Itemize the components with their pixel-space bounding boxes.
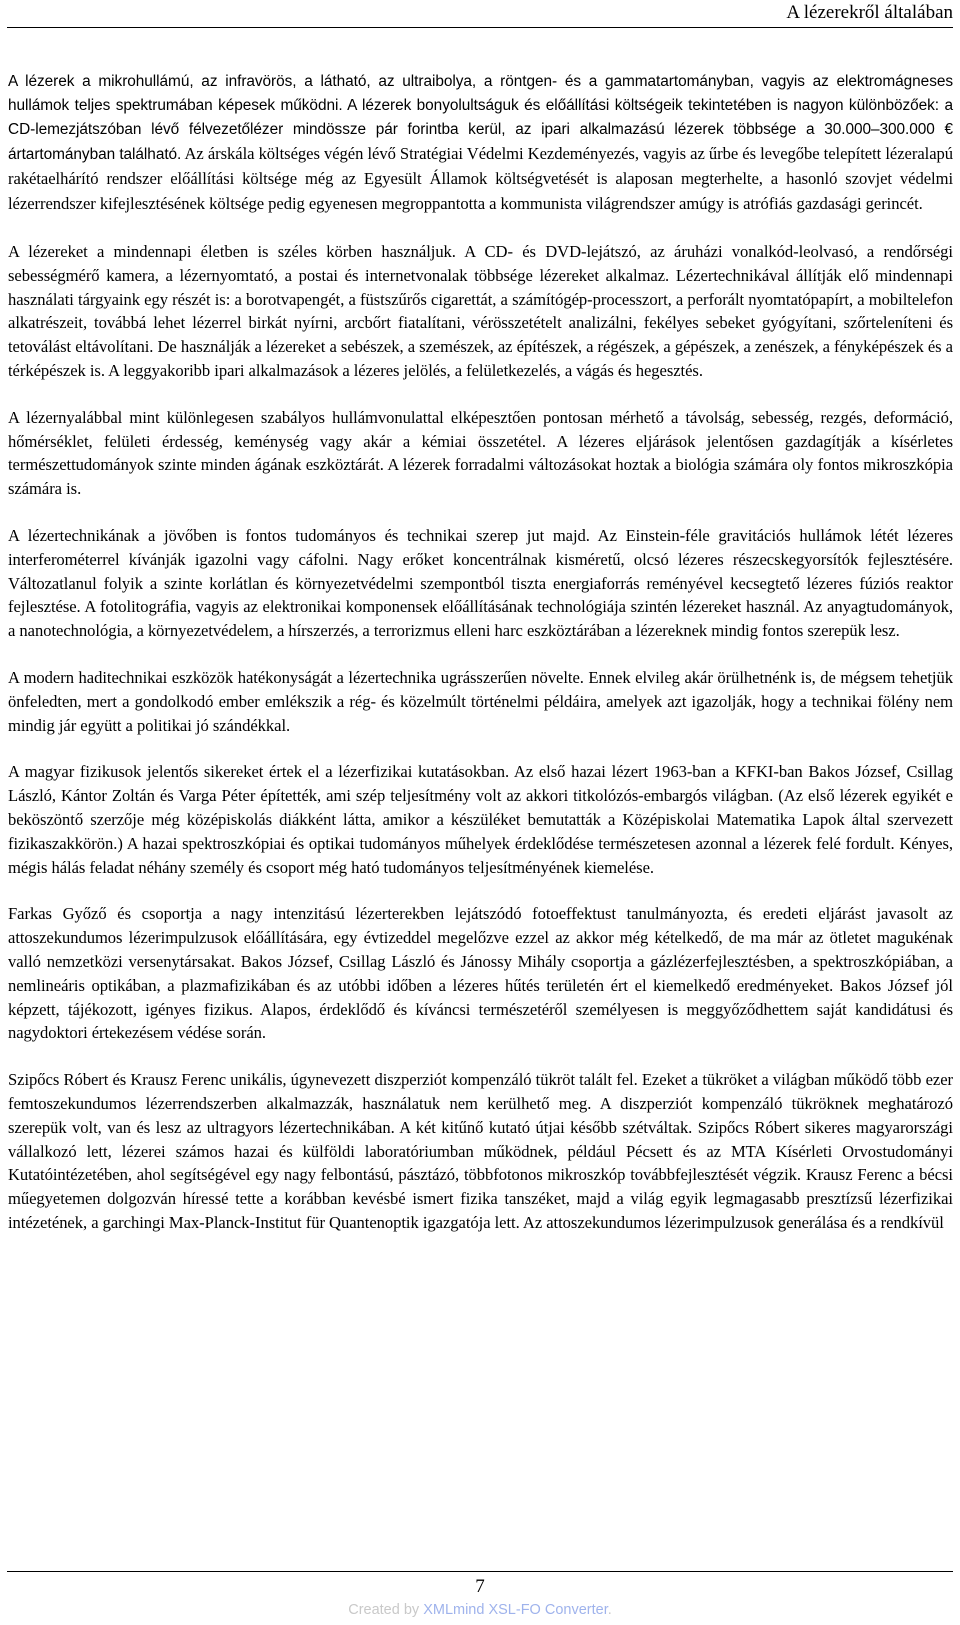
paragraph: A lézereket a mindennapi életben is széles körben használjuk. A CD- és DVD-lejátszó, az áruházi vonalkód-leolvasó, a rendőrségi sebességmérő kamera, a lézernyomtató, a postai és internetvonalak többsége lézereket alkalmaz. Lézertechnikával állítják elő mindennapi használati tárgyaink egy részét is: a borotvapengét, a füstszűrős cigarettát, a számítógép-processzort, a perforált nyomtatópapírt, a mobiltelefon alkatrészeit, továbbá lehet lézerrel birkát nyírni, arcbőrt fiatalítani, vérösszetételt analizálni, fekélyes sebeket gyógyítani, szőrteleníteni és tetoválást eltávolítani. De használják a lézereket a sebészek, a szemészek, az építészek, a régészek, a gépészek, a zenészek, a fényképészek és a térképészek is. A leggyakoribb ipari alkalmazások a lézeres jelölés, a felületkezelés, a vágás és hegesztés. bbox=[8, 242, 953, 380]
paragraph: A lézernyalábbal mint különlegesen szabályos hullámvonulattal elképesztően pontosan mérhető a távolság, sebesség, rezgés, deformáció, hőmérséklet, felületi érdesség, keménység vagy akár a kémiai összetétel. A lézeres eljárások jelentősen gazdagítják a kísérletes természettudományok szinte minden ágának eszköztárát. A lézerek forradalmi változásokat hoztak a biológia számára oly fontos mikroszkópia számára is. bbox=[8, 407, 953, 499]
paragraph: A lézertechnikának a jövőben is fontos tudományos és technikai szerep jut majd. Az Einstein-féle gravitációs hullámok létét lézeres interferométerrel kívánják igazolni vagy cáfolni. Nagy erőket koncentrálnak kisméretű, olcsó lézeres részecskegyorsítók fejlesztésére. Változatlanul folyik a szinte korlátlan és környezetvédelmi szempontból tiszta energiaforrás reményével kecsegtető lézeres fúziós reaktor fejlesztése. A fotolitográfia, vagyis az elektronikai komponensek előállításának technológiája szintén lézereket használ. Az anyagtudományok, a nanotechnológia, a környezetvédelem, a hírszerzés, a terrorizmus elleni harc eszköztárában a lézereknek mindig fontos szerepük lesz. bbox=[8, 525, 953, 641]
converter-credit bbox=[0, 1601, 960, 1619]
intro-serif-text: Az árskála költséges végén lévő Stratégiai Védelmi Kezdeményezés, vagyis az űrbe és levegőbe telepített lézeralapú rakétaelhárító rendszer előállítási költsége még az Egyesült Államok költségvetését is alaposan megterhelte, a hasonló szovjet védelmi lézerrendszer kifejlesztésének költsége pedig egyenesen megroppantotta a kommunista világrendszer amúgy is atrófiás gazdasági gerincét. bbox=[8, 144, 953, 213]
footer-rule bbox=[7, 1571, 953, 1572]
paragraph: Farkas Győző és csoportja a nagy intenzitású lézerterekben lejátszódó fotoeffektust tanulmányozta, és eredeti eljárást javasolt az attoszekundumos lézerimpulzusok előállítására, egy évtizeddel megelőzve ezzel az akkor még kételkedő, de ma már az ötletet magukénak valló nemzetközi versenytársakat. Bakos József, Csillag László és Jánossy Mihály csoportja a gázlézerfejlesztésben, a spektroszkópiában, a nemlineáris optikában, a plazmafizikában és az utóbbi időben a lézeres hűtés területén ért el kiemelkedő eredményeket. Bakos József jól képzett, tájékozott, igényes fizikus. Alapos, érdeklődő és kíváncsi természetéről személyesen is meggyőződhettem saját kandidátusi és nagydoktori értekezésem védése során. bbox=[8, 904, 953, 1043]
credit-prefix: Created by bbox=[348, 1602, 424, 1618]
paragraph: Szipőcs Róbert és Krausz Ferenc unikális, úgynevezett diszperziót kompenzáló tükröt talált fel. Ezeket a tükröket a világban működő több ezer femtoszekundumos lézerrendszerben alkalmazzák, használatuk nem kerülhető meg. A diszperziót kompenzáló tükröknek meghatározó szerepük volt, van és lesz az ultragyors lézertechnikában. A két kitűnő kutató útjai később szétváltak. Szipőcs Róbert sikeres magyarországi vállalkozó lett, lézerei számos hazai és külföldi laboratóriumban működnek, például Pécsett és az MTA Kísérleti Orvostudományi Kutatóintézetében, ahol segítségével egy nagy felbontású, pásztázó, többfotonos mikroszkóp továbbfejlesztését végzik. Krausz Ferenc a bécsi műegyetemen dolgozván híressé tette a korábban kevésbé ismert fizika tanszéket, majd a világ egyik legmagasabb presztízsű lézerfizikai intézetének, a garchingi Max-Planck-Institut für Quantenoptik igazgatója lett. Az attoszekundumos lézerimpulzusok generálása és a rendkívül bbox=[8, 1070, 953, 1232]
header-rule bbox=[7, 27, 953, 28]
running-header: A lézerekről általában bbox=[786, 2, 953, 23]
paragraph-intro bbox=[8, 70, 953, 217]
paragraph: A magyar fizikusok jelentős sikereket értek el a lézerfizikai kutatásokban. Az első hazai lézert 1963-ban a KFKI-ban Bakos József, Csillag László, Kántor Zoltán és Varga Péter építették, ami szép teljesítmény volt az akkori titkolózós-embargós világban. (Az első lézerek egyikét e beköszöntő szerzője még középiskolás diákként látta, amikor a készüléket bemutatták a Középiskolai Matematika Lapok által szervezett fizikaszakkörön.) A hazai spektroszkópiai és optikai tudományos műhelyek érdeklődése természetesen azonnal a lézerek felé fordult. Kényes, mégis hálás feladat néhány személy és csoport még ható tudományos teljesítményének kiemelése. bbox=[8, 762, 953, 877]
credit-suffix: . bbox=[607, 1602, 612, 1618]
paragraph: A modern haditechnikai eszközök hatékonyságát a lézertechnika ugrásszerűen növelte. Ennek elvileg akár örülhetnénk is, de mégsem tehetjük önfeledten, mert a gondolkodó ember emlékszik a rég- és közelmúlt történelmi példáira, amelyek azt igazolják, hogy a technikai fölény nem mindig jár együtt a politikai jó szándékkal. bbox=[8, 667, 953, 735]
page-number: 7 bbox=[475, 1576, 485, 1597]
intro-sans-text: A lézerek a mikrohullámú, az infravörös, a látható, az ultraibolya, a röntgen- és a gammatartományban, vagyis az elektromágneses hullámok teljes spektrumában képesek működni. A lézerek bonyolultságuk és előállítási költségeik tekintetében is nagyon különbözőek: a CD-lemezjátszóban lévő félvezetőlézer mindössze pár forintba kerül, az ipari alkalmazású lézerek többsége a 30.000–300.000 € ártartományban található. bbox=[8, 73, 953, 163]
credit-brand-link[interactable]: XMLmind XSL-FO Converter bbox=[423, 1602, 608, 1618]
paragraph-gap bbox=[8, 217, 953, 240]
body-text bbox=[8, 70, 953, 1258]
